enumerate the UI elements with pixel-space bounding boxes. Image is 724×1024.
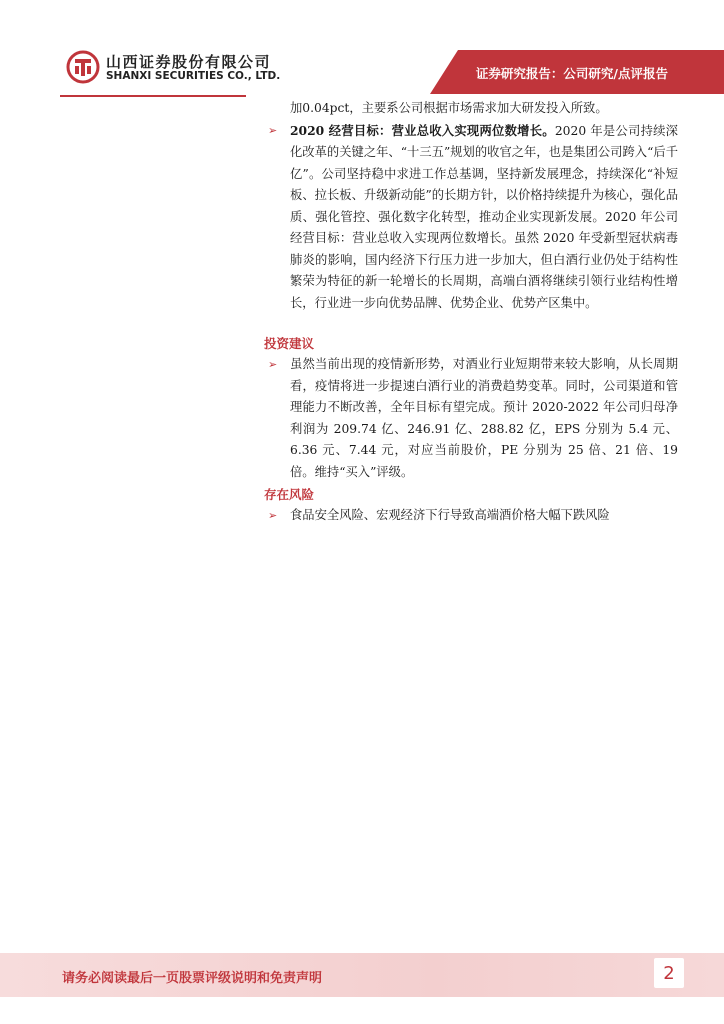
report-type-title: 证券研究报告：公司研究/点评报告 xyxy=(475,66,668,81)
paragraph-business-target xyxy=(262,120,678,315)
invest-text: 虽然当前出现的疫情新形势，对酒业行业短期带来较大影响，从长周期看，疫情将进一步提速白酒行业的消费趋势变革。同时，公司渠道和管理能力不断改善，全年目标有望完成。预计 2020-2022 年公司归母净利润为 209.74 亿、246.91 亿、288.82 亿，EPS 分别为 5.4 元、6.36 元、7.44 元，对应当前股价，PE 分别为 25 倍、21 倍、19 倍。维持“买入”评级。 xyxy=(290,357,678,479)
logo-emblem-icon xyxy=(66,50,100,84)
report-body xyxy=(262,98,678,527)
company-logo xyxy=(66,50,281,86)
section-risk-heading: 存在风险 xyxy=(264,487,315,502)
page-number: 2 xyxy=(654,958,684,988)
footer-disclaimer: 请务必阅读最后一页股票评级说明和免责声明 xyxy=(62,971,323,986)
section-invest-heading: 投资建议 xyxy=(264,336,315,351)
paragraph-rd-continued: 加0.04pct，主要系公司根据市场需求加大研发投入所致。 xyxy=(290,101,608,115)
paragraph-invest xyxy=(262,354,678,483)
arrow-bullet-icon: ➢ xyxy=(268,358,278,371)
arrow-bullet-icon: ➢ xyxy=(268,509,278,522)
company-name-en: SHANXI SECURITIES CO., LTD. xyxy=(106,70,281,82)
arrow-bullet-icon: ➢ xyxy=(268,123,278,137)
business-target-heading: 2020 经营目标：营业总收入实现两位数增长。 xyxy=(290,122,555,138)
business-target-text: 2020 年是公司持续深化改革的关键之年、“十三五”规划的收官之年，也是集团公司跨入“后千亿”。公司坚持稳中求进工作总基调，坚持新发展理念，持续深化“补短板、拉长板、升级新动能”的长期方针，以价格持续提升为核心，强化品质、强化管控、强化数字化转型，推动企业实现新发展。2020 年公司经营目标：营业总收入实现两位数增长。虽然 2020 年受新型冠状病毒肺炎的影响，国内经济下行压力进一步加大，但白酒行业仍处于结构性繁荣为特征的新一轮增长的长周期，高端白酒将继续引领行业结构性增长，行业进一步向优势品牌、优势企业、优势产区集中。 xyxy=(290,123,678,310)
company-name-cn: 山西证券股份有限公司 xyxy=(106,53,272,71)
paragraph-risk xyxy=(262,505,678,527)
risk-text: 食品安全风险、宏观经济下行导致高端酒价格大幅下跌风险 xyxy=(290,508,610,522)
header-divider xyxy=(60,95,246,97)
